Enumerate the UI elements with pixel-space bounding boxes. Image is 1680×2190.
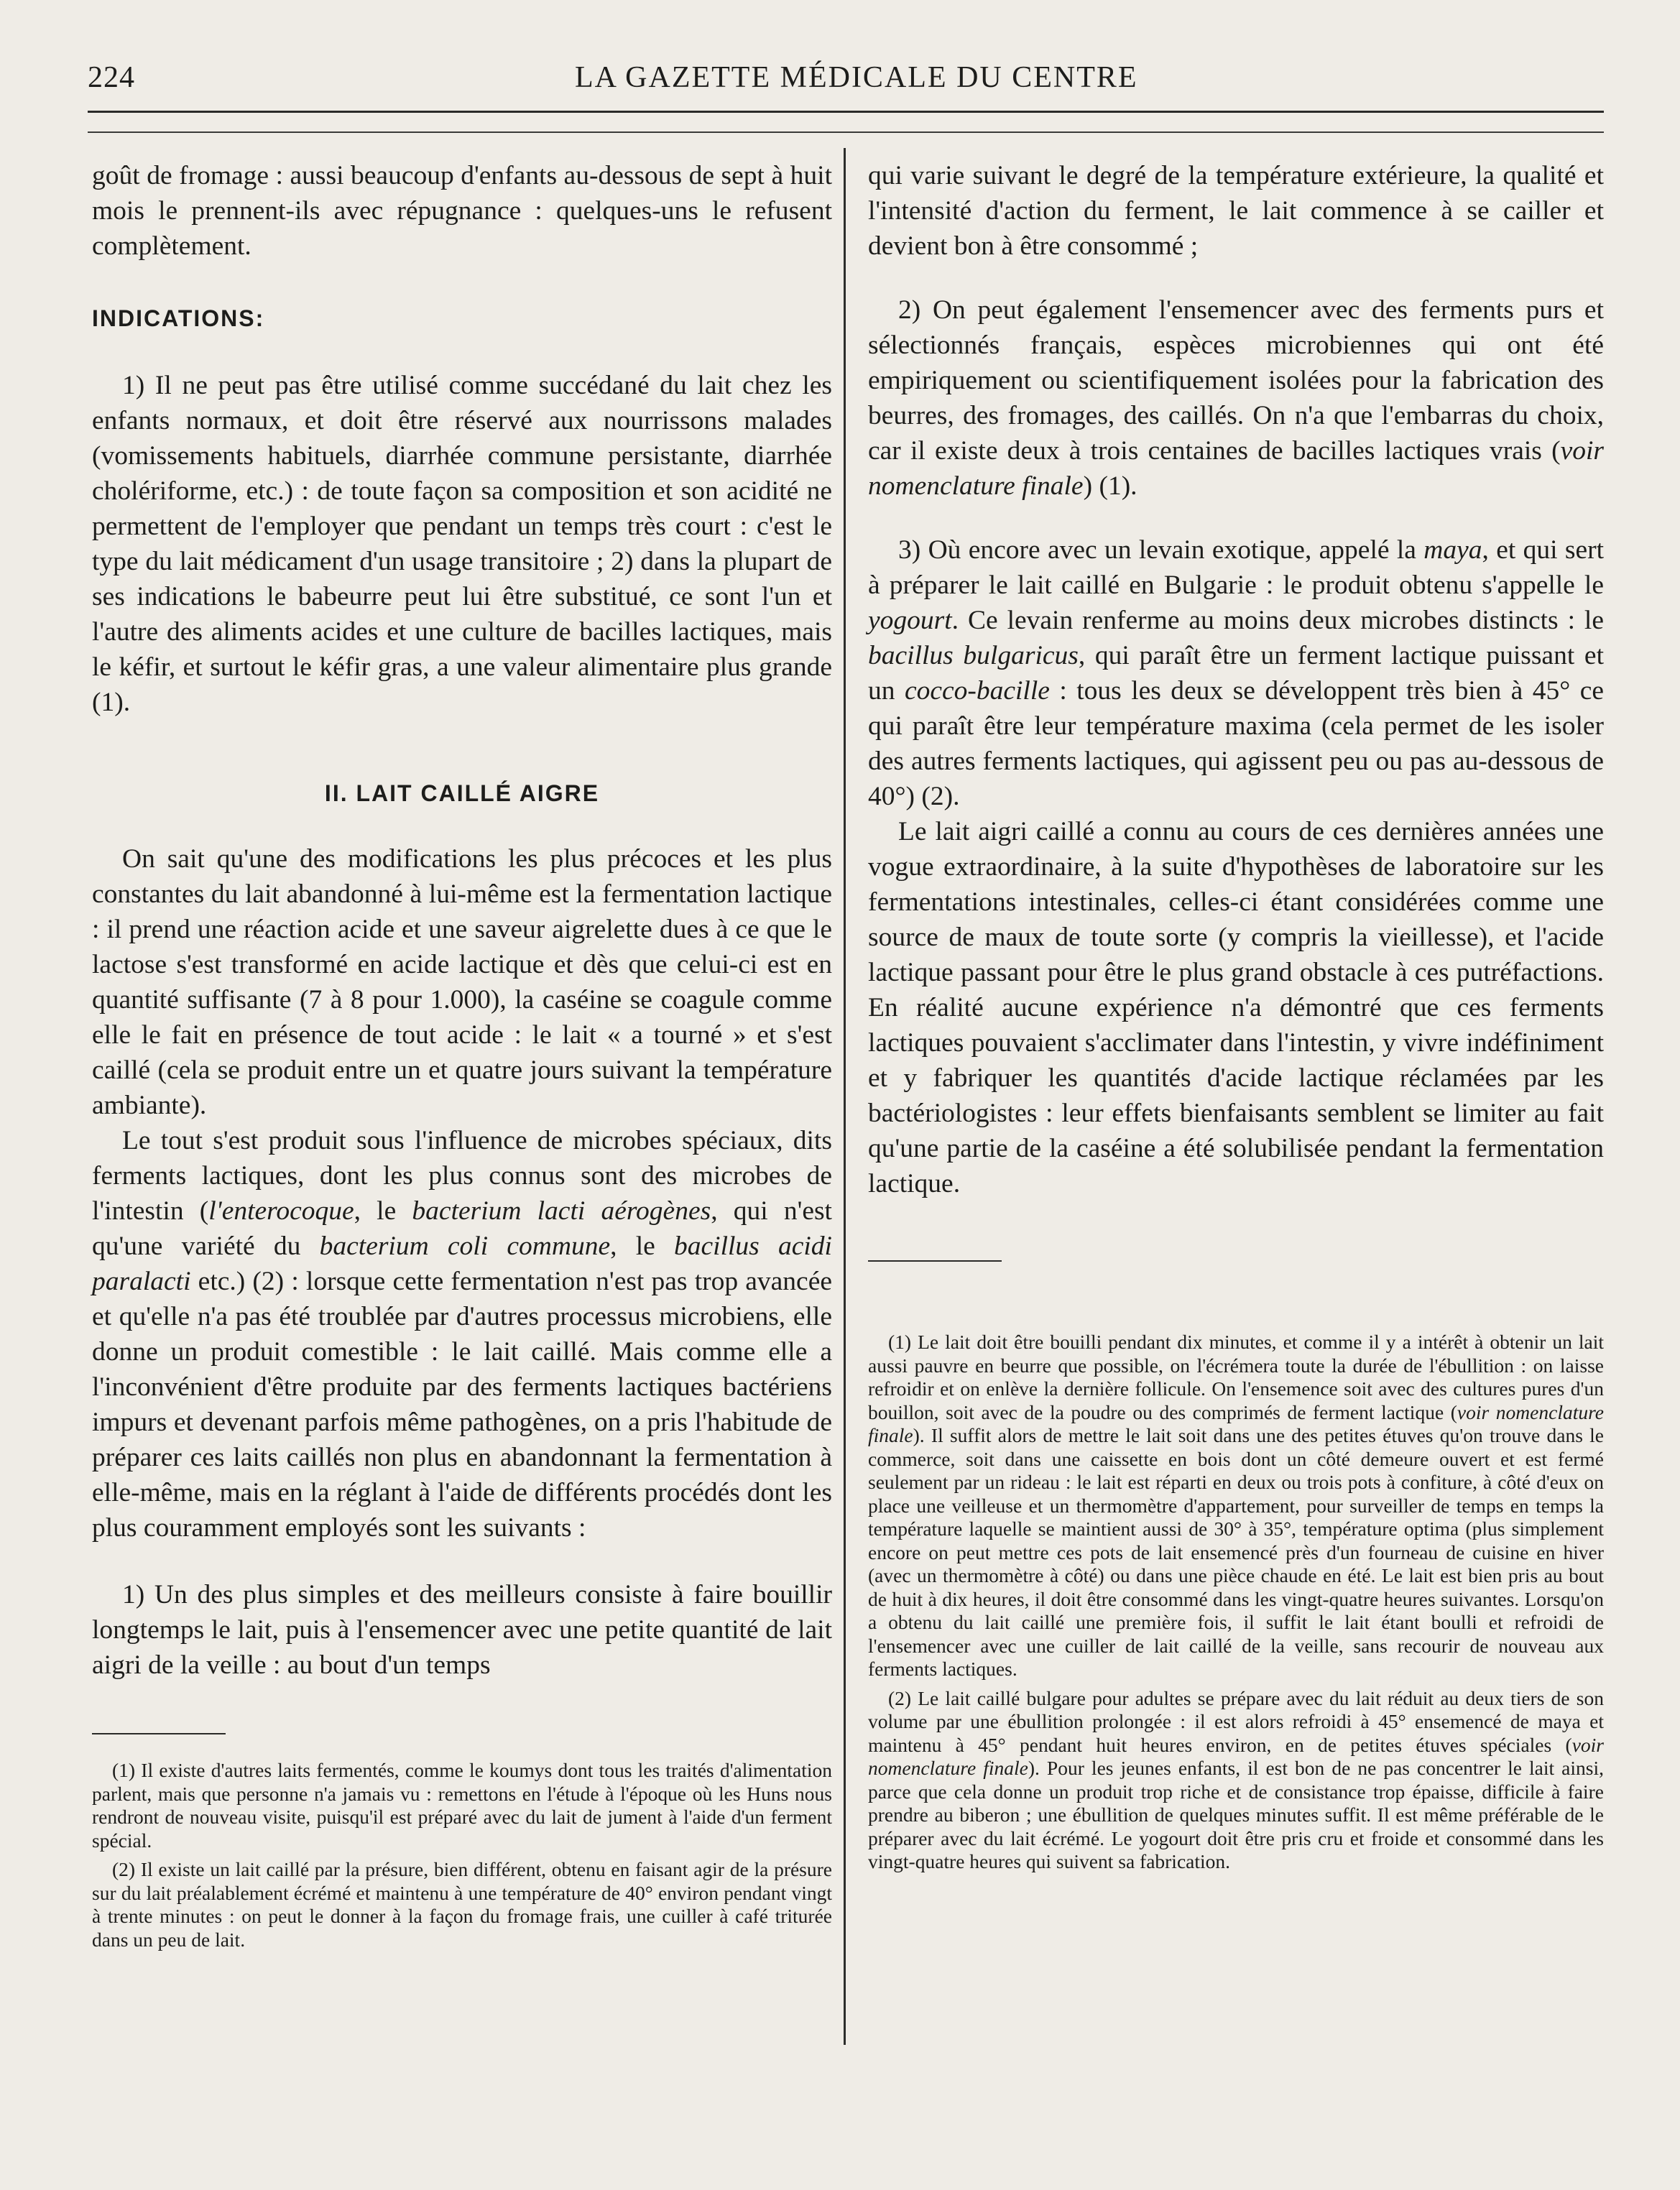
right-column [868, 158, 1604, 1880]
running-title: LA GAZETTE MÉDICALE DU CENTRE [575, 61, 1138, 94]
paragraph-intro: goût de fromage : aussi beaucoup d'enfants au-dessous de sept à huit mois le prennent-ils avec répugnance : quelques-uns le refusent complètement. [92, 161, 832, 261]
text-run: , qui n'est qu'une variété du [92, 1196, 832, 1261]
italic-term: bacterium coli commune [319, 1232, 611, 1261]
italic-term: l'enterocoque [208, 1196, 354, 1226]
italic-term: bacterium lacti aérogènes [412, 1196, 711, 1226]
footnote [868, 1331, 1604, 1681]
text-run: 2) On peut également l'ensemencer avec des ferments purs et sélectionnés français, espèces microbiennes qui ont été empiriquement ou scientifiquement isolées pour la fabrication des beurres, des fromages, des caillés. On n'a que l'embarras du choix, car il existe deux à trois centaines de bacilles lactiques vrais ( [868, 295, 1604, 466]
italic-term: voir nomenclature finale [868, 1400, 1604, 1446]
italic-term: voir nomenclature finale [868, 436, 1604, 501]
text-run: , le [354, 1196, 412, 1226]
paragraph-method-2 [868, 292, 1604, 504]
paragraph-continuation: qui varie suivant le degré de la température extérieure, la qualité et l'intensité d'action du ferment, le lait commence à se cailler et devient bon à être consommé ; [868, 161, 1604, 261]
text-run: , qui paraît être un ferment lactique puissant et un [868, 641, 1604, 706]
page-number: 224 [88, 61, 135, 94]
text-run: , et qui sert à préparer le lait caillé en Bulgarie : le produit obtenu s'appelle le [868, 535, 1604, 600]
text-run: . Ce levain renferme au moins deux microbes distincts : le [951, 606, 1604, 635]
text-run: Le tout s'est produit sous l'influence de microbes spéciaux, dits ferments lactiques, dont les plus connus sont des microbes de l'intestin ( [92, 1126, 832, 1226]
italic-term: voir nomenclature finale [868, 1733, 1604, 1779]
text-run: (2) Le lait caillé bulgare pour adultes se prépare avec du lait réduit au deux tiers de son volume par une ébullition prolongée : il est alors refroidi à 45° ensemencé de maya et maintenu à 45° pendant huit heures environ, en de petites étuves spéciales ( [868, 1686, 1604, 1756]
footnote: (1) Il existe d'autres laits fermentés, comme le koumys dont tous les traités d'alimentation parlent, mais que personne n'a jamais vu : remettons en l'étude à l'époque où les Huns nous rendront de nouveau visite, puisqu'il est préparé avec du lait de jument à l'aide d'un ferment spécial. [92, 1759, 832, 1852]
section-heading: II. LAIT CAILLÉ AIGRE [324, 780, 600, 806]
italic-term: maya [1423, 535, 1482, 565]
paragraph-method-3 [868, 532, 1604, 814]
column-divider [844, 148, 846, 2045]
text-run: , le [610, 1232, 675, 1261]
text-run: ). Il suffit alors de mettre le lait soit dans une des petites étuves qu'on trouve dans le commerce, soit dans une caissette en bois dont un côté demeure ouvert et est fermé seulement par un rideau : le lait est réparti en deux ou trois pots à confiture, à côté d'eux on place une veilleuse et un thermomètre d'appartement, pour surveiller de temps en temps la température laquelle se maintient aussi de 30° à 35°, température optima (plus simplement encore on peut mettre ces pots de lait ensemencé près d'un fourneau de cuisine en hiver (avec un thermomètre à côté) ou dans une pièce chaude en été. Le lait est bien pris au bout de huit à dix heures, il doit être consommé dans les vingt-quatre heures suivantes. Lorsqu'on a obtenu du lait caillé une première fois, il suffit le lait étant boulli et refroidi de l'ensemencer avec une cuiller de lait caillé de la veille, sans recourir de nouveau aux ferments lactiques. [868, 1424, 1604, 1680]
paragraph-fermentation: On sait qu'une des modifications les plus précoces et les plus constantes du lait abandonné à lui-même est la fermentation lactique : il prend une réaction acide et une saveur aigrelette dues à ce que le lactose s'est transformé en acide lactique et dès que celui-ci est en quantité suffisante (7 à 8 pour 1.000), la caséine se coagule comme elle le fait en présence de tout acide : le lait « a tourné » et s'est caillé (cela se produit entre un et quatre jours suivant la température ambiante). [92, 844, 832, 1120]
header-rule [88, 111, 1604, 113]
left-footnotes [92, 1759, 832, 1951]
footnote [868, 1687, 1604, 1874]
header-rule-secondary [88, 131, 1604, 133]
paragraph-method-1: 1) Un des plus simples et des meilleurs consiste à faire bouillir longtemps le lait, puis à l'ensemencer avec une petite quantité de lait aigri de la veille : au bout d'un temps [92, 1580, 832, 1680]
text-run: 3) Où encore avec un levain exotique, appelé la [898, 535, 1424, 565]
paragraph-microbes [92, 1123, 832, 1546]
indications-heading: INDICATIONS: [92, 305, 265, 331]
italic-term: bacillus acidi paralacti [92, 1232, 832, 1296]
text-run: etc.) (2) : lorsque cette fermentation n'est pas trop avancée et qu'elle n'a pas été troublée par d'autres processus microbiens, elle donne un produit comestible : le lait caillé. Mais comme elle a l'inconvénient d'être produite par des ferments lactiques bactériens impurs et devenant parfois même pathogènes, on a pris l'habitude de préparer ces laits caillés non plus en abandonnant la fermentation à elle-même, mais en la réglant à l'aide de différents procédés dont les plus couramment employés sont les suivants : [92, 1267, 832, 1543]
italic-term: yogourt [868, 606, 952, 635]
italic-term: bacillus bulgaricus [868, 641, 1079, 670]
text-run: : tous les deux se développent très bien à 45° ce qui paraît être leur température maxima (cela permet de les isoler des autres ferments lactiques, qui agissent peu ou pas au-dessous de 40°) (2). [868, 676, 1604, 811]
paragraph-vogue: Le lait aigri caillé a connu au cours de ces dernières années une vogue extraordinaire, à la suite d'hypothèses de laboratoire sur les fermentations intestinales, celles-ci étant considérées comme une source de maux de toute sorte (y compris la vieillesse), et l'acide lactique passant pour être le plus grand obstacle à ces putréfactions. En réalité aucune expérience n'a démontré que ces ferments lactiques pouvaient s'acclimater dans l'intestin, y vivre indéfiniment et y fabriquer les quantités d'acide lactique réclamées par les bactériologistes : leur effets bienfaisants semblent se limiter au fait qu'une partie de la caséine a été solubilisée pendant la fermentation lactique. [868, 817, 1604, 1198]
footnote: (2) Il existe un lait caillé par la présure, bien différent, obtenu en faisant agir de la présure sur du lait préalablement écrémé et maintenu à une température de 40° environ pendant vingt à trente minutes : on peut le donner à la façon du fromage frais, une cuiller à café triturée dans un peu de lait. [92, 1858, 832, 1951]
italic-term: cocco-bacille [904, 676, 1050, 706]
left-column [92, 158, 832, 1957]
text-run: (1) Le lait doit être bouilli pendant dix minutes, et comme il y a intérêt à obtenir un lait aussi pauvre en beurre que possible, on l'écrémera toute la durée de l'ébullition : on laisse refroidir et on enlève la dernière follicule. On l'ensemence soit avec des cultures pures d'un bouillon, soit avec de la poudre ou des comprimés de ferment lactique ( [868, 1331, 1604, 1423]
paragraph-indications: 1) Il ne peut pas être utilisé comme succédané du lait chez les enfants normaux, et doit être réservé aux nourrissons malades (vomissements habituels, diarrhée commune persistante, diarrhée cholériforme, etc.) : de toute façon sa composition et son acidité ne permettent de l'employer que pendant un temps très court : c'est le type du lait médicament d'un usage transitoire ; 2) dans la plupart de ses indications le babeurre peut lui être substitué, ce sont l'un et l'autre des aliments acides et une culture de bacilles lactiques, mais le kéfir, et surtout le kéfir gras, a une valeur alimentaire plus grande (1). [92, 371, 832, 717]
right-footnotes [868, 1331, 1604, 1874]
text-run: ) (1). [1083, 471, 1137, 501]
text-run: ). Pour les jeunes enfants, il est bon de ne pas concentrer le lait ainsi, parce que cela donne un produit trop riche et de consistance trop épaisse, difficile à faire prendre au biberon ; une ébullition de quelques minutes suffit. Il est même préférable de le préparer avec du lait écrémé. Le yogourt doit être pris cru et froide et consommé dans les vingt-quatre heures qui suivent sa fabrication. [868, 1757, 1604, 1872]
